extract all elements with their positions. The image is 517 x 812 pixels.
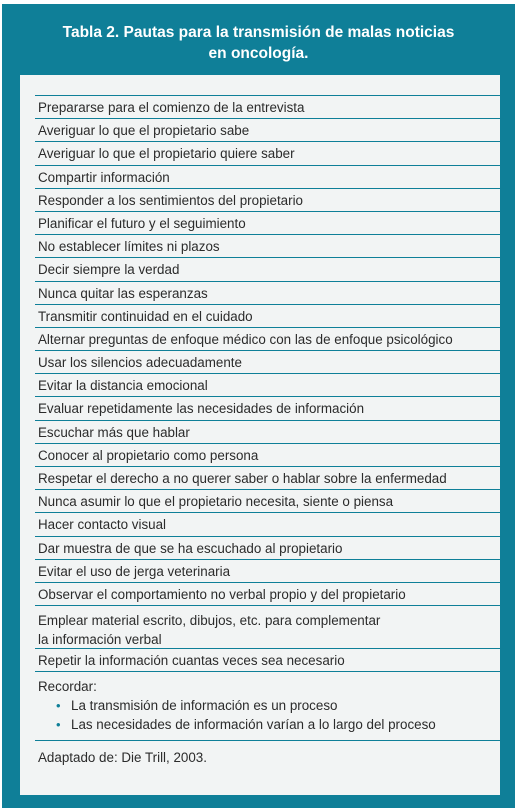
list-item: Averiguar lo que el propietario quiere saber bbox=[35, 142, 510, 165]
list-item: Responder a los sentimientos del propietario bbox=[35, 189, 510, 212]
recall-section bbox=[35, 672, 510, 741]
table-title-line-1: Tabla 2. Pautas para la transmisión de malas noticias bbox=[62, 24, 455, 41]
list-item: Transmitir continuidad en el cuidado bbox=[35, 305, 510, 328]
recall-bullets bbox=[38, 696, 510, 734]
recall-label: Recordar: bbox=[38, 679, 97, 695]
list-item: Decir siempre la verdad bbox=[35, 258, 510, 281]
list-item: Compartir información bbox=[35, 166, 510, 189]
list-item: Evaluar repetidamente las necesidades de información bbox=[35, 397, 510, 420]
guidelines-list bbox=[35, 95, 510, 767]
list-item-line-1: Emplear material escrito, dibujos, etc. para complementar bbox=[38, 613, 381, 629]
table-title bbox=[2, 22, 515, 64]
list-item: Hacer contacto visual bbox=[35, 513, 510, 536]
list-item: Respetar el derecho a no querer saber o hablar sobre la enfermedad bbox=[35, 467, 510, 490]
recall-bullet-text: La transmisión de información es un proceso bbox=[71, 698, 338, 714]
table-title-line-2: en oncología. bbox=[208, 45, 309, 62]
recall-bullet-item bbox=[56, 715, 510, 734]
list-item: Conocer al propietario como persona bbox=[35, 444, 510, 467]
list-item: Planificar el futuro y el seguimiento bbox=[35, 212, 510, 235]
list-item-two-line bbox=[35, 606, 510, 649]
list-item-line-2: la información verbal bbox=[38, 632, 162, 648]
recall-bullet-text: Las necesidades de información varían a lo largo del proceso bbox=[71, 717, 436, 733]
list-item: Dar muestra de que se ha escuchado al propietario bbox=[35, 537, 510, 560]
source-note: Adaptado de: Die Trill, 2003. bbox=[38, 750, 207, 766]
list-item: Prepararse para el comienzo de la entrevista bbox=[35, 96, 510, 119]
list-item: Evitar el uso de jerga veterinaria bbox=[35, 560, 510, 583]
recall-bullet-item bbox=[56, 696, 510, 715]
bullet-icon: • bbox=[56, 698, 61, 714]
list-item: Nunca asumir lo que el propietario necesita, siente o piensa bbox=[35, 490, 510, 513]
list-item: Evitar la distancia emocional bbox=[35, 374, 510, 397]
list-item: Usar los silencios adecuadamente bbox=[35, 351, 510, 374]
list-item: Alternar preguntas de enfoque médico con las de enfoque psicológico bbox=[35, 328, 510, 351]
table-frame bbox=[2, 4, 515, 808]
list-item: Averiguar lo que el propietario sabe bbox=[35, 119, 510, 142]
list-item: Nunca quitar las esperanzas bbox=[35, 282, 510, 305]
list-item: No establecer límites ni plazos bbox=[35, 235, 510, 258]
list-item: Escuchar más que hablar bbox=[35, 421, 510, 444]
list-item: Observar el comportamiento no verbal propio y del propietario bbox=[35, 583, 510, 606]
list-item: Repetir la información cuantas veces sea necesario bbox=[35, 649, 510, 672]
bullet-icon: • bbox=[56, 717, 61, 733]
table-panel bbox=[20, 75, 500, 795]
